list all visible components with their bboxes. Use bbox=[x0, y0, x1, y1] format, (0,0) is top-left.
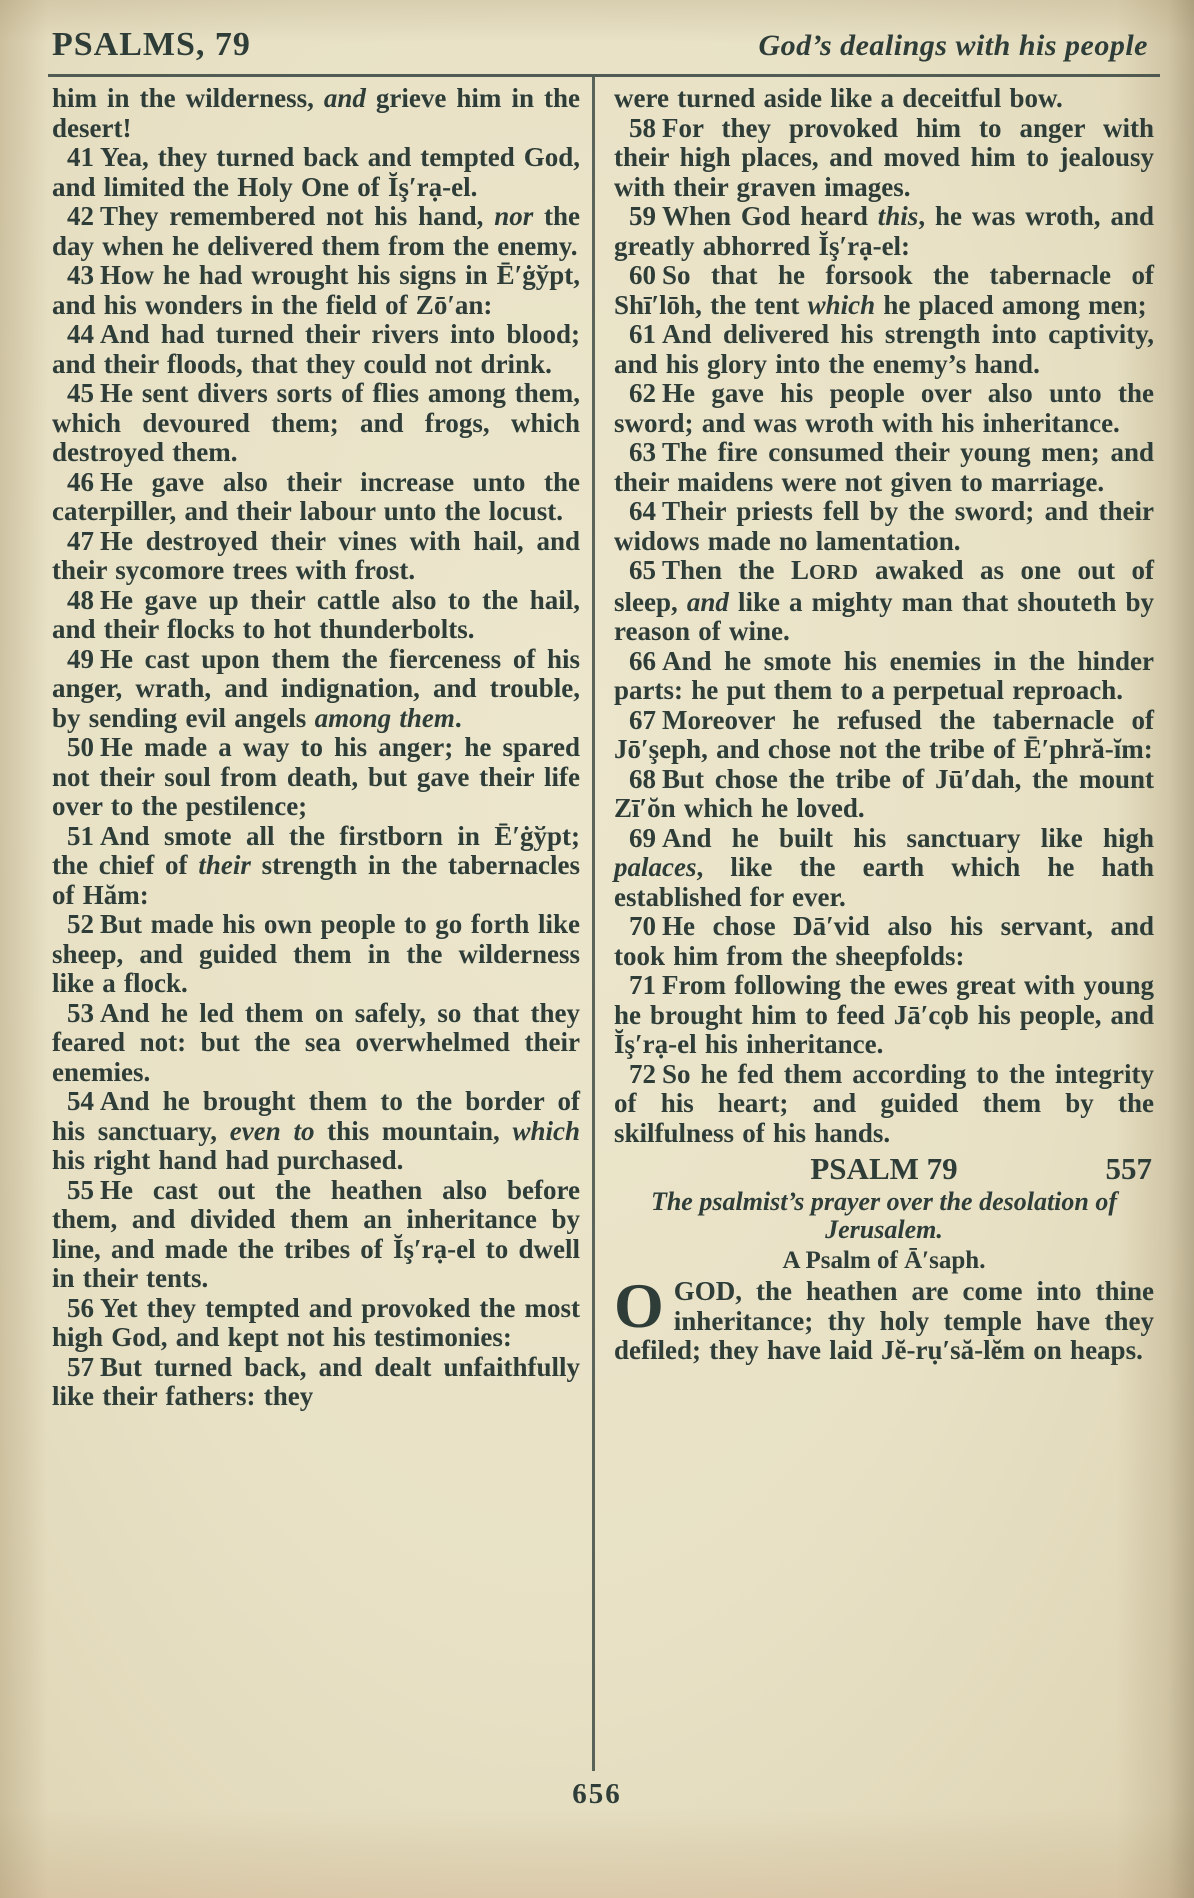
verse-number: 41 bbox=[67, 142, 94, 172]
verse-54: 54 And he brought them to the border of his sanctuary, even to this mountain, which his right hand had purchased. bbox=[52, 1086, 580, 1175]
verse-number: 66 bbox=[629, 645, 656, 676]
verse-number: 53 bbox=[67, 997, 94, 1028]
verse-46: 46 He gave also their increase unto the caterpiller, and their labour unto the locust. bbox=[52, 466, 580, 526]
verse-number: 65 bbox=[629, 555, 656, 585]
verse-number: 61 bbox=[629, 319, 656, 349]
psalm-79-page-ref: 557 bbox=[1105, 1151, 1152, 1186]
verse-number: 44 bbox=[67, 319, 94, 349]
verse-number: 70 bbox=[629, 911, 656, 941]
verse-42: 42 They remembered not his hand, nor the day when he delivered them from the enemy. bbox=[52, 201, 580, 261]
left-column bbox=[52, 84, 580, 1808]
drop-cap: O bbox=[614, 1270, 664, 1341]
verse-55: 55 He cast out the heathen also before them, and divided them an inheritance by line, and made the tribes of Ĭş′rạ-el to dwell in their tents. bbox=[52, 1174, 580, 1293]
verse-50: 50 He made a way to his anger; he spared not their soul from death, but gave their life over to the pestilence; bbox=[52, 732, 580, 821]
verse-number: 72 bbox=[629, 1058, 656, 1089]
psalm-79-heading-row bbox=[614, 1152, 1154, 1186]
page-number: 656 bbox=[572, 1778, 622, 1810]
verse-number: 55 bbox=[67, 1174, 94, 1205]
verse-43: 43 How he had wrought his signs in Ē′ġўpt, and his wonders in the field of Zō′an: bbox=[52, 260, 580, 320]
verse-41: 41 Yea, they turned back and tempted God, and limited the Holy One of Ĭş′rạ-el. bbox=[52, 142, 580, 202]
verse-number: 47 bbox=[67, 525, 94, 556]
verse-66: 66 And he smote his enemies in the hinder parts: he put them to a perpetual reproach. bbox=[614, 645, 1154, 705]
verse-number: 63 bbox=[629, 437, 656, 467]
verse-number: 69 bbox=[629, 822, 656, 853]
verse-61: 61 And delivered his strength into captivity, and his glory into the enemy’s hand. bbox=[614, 319, 1154, 379]
right-column bbox=[614, 84, 1154, 1808]
verse-number: 48 bbox=[67, 584, 94, 615]
verse-number: 60 bbox=[629, 260, 656, 290]
verse-number: 50 bbox=[67, 732, 94, 762]
verse-62: 62 He gave his people over also unto the sword; and was wroth with his inheritance. bbox=[614, 378, 1154, 438]
verse-47: 47 He destroyed their vines with hail, and their sycomore trees with frost. bbox=[52, 525, 580, 585]
verse-continuation: were turned aside like a deceitful bow. bbox=[614, 83, 1063, 113]
verse-51: 51 And smote all the firstborn in Ē′ġўpt; the chief of their strength in the tabernacles of Hăm: bbox=[52, 820, 580, 910]
verse-number: 45 bbox=[67, 378, 94, 408]
verse-70: 70 He chose Dā′vid also his servant, and took him from the sheepfolds: bbox=[614, 911, 1154, 971]
verse-number: 68 bbox=[629, 763, 656, 794]
verse-number: 62 bbox=[629, 378, 656, 408]
verse-69: 69 And he built his sanctuary like high palaces, like the earth which he hath established for ever. bbox=[614, 822, 1154, 912]
verse-68: 68 But chose the tribe of Jū′dah, the mount Zī′ŏn which he loved. bbox=[614, 763, 1154, 823]
verse-49: 49 He cast upon them the fierceness of his anger, wrath, and indignation, and trouble, by sending evil angels among them. bbox=[52, 643, 580, 733]
verse-58: 58 For they provoked him to anger with their high places, and moved him to jealousy with their graven images. bbox=[614, 112, 1154, 202]
verse-60: 60 So that he forsook the tabernacle of Shī′lōh, the tent which he placed among men; bbox=[614, 260, 1154, 320]
verse-64: 64 Their priests fell by the sword; and their widows made no lamentation. bbox=[614, 496, 1154, 556]
verse-number: 54 bbox=[67, 1086, 94, 1116]
verse-number: 59 bbox=[629, 201, 656, 231]
verse-number: 49 bbox=[67, 643, 94, 674]
verse-number: 43 bbox=[67, 260, 94, 290]
verse-65: 65 Then the LORD awaked as one out of sleep, and like a mighty man that shouteth by reason of wine. bbox=[614, 555, 1154, 646]
verse-44: 44 And had turned their rivers into blood; and their floods, that they could not drink. bbox=[52, 319, 580, 379]
psalm-79-heading: PSALM 79 bbox=[810, 1151, 958, 1186]
psalm-79-verse-1 bbox=[614, 1270, 1154, 1366]
verse-number: 67 bbox=[629, 704, 656, 735]
verse-71: 71 From following the ewes great with young he brought him to feed Jā′cọb his people, and Ĭş′rạ-el his inheritance. bbox=[614, 970, 1154, 1059]
running-head-title: PSALMS, 79 bbox=[52, 26, 251, 63]
right-column-verses bbox=[614, 84, 1154, 1148]
psalm-79-subtitle: The psalmist’s prayer over the desolation of Jerusalem. bbox=[650, 1187, 1118, 1244]
verse-continuation: him in the wilderness, and grieve him in the desert! bbox=[52, 83, 580, 143]
verse-52: 52 But made his own people to go forth like sheep, and guided them in the wilderness like a flock. bbox=[52, 909, 580, 998]
verse-number: 51 bbox=[67, 820, 94, 851]
verse-number: 46 bbox=[67, 466, 94, 497]
header-rule bbox=[48, 74, 1160, 77]
text-columns bbox=[52, 84, 1154, 1808]
verse-56: 56 Yet they tempted and provoked the most high God, and kept not his testimonies: bbox=[52, 1292, 580, 1352]
running-head-summary: God’s dealings with his people bbox=[758, 29, 1148, 62]
verse-1-text: GOD, the heathen are come into thine inheritance; thy holy temple have they defiled; they have laid Jĕ-rụ′să-lĕm on heaps. bbox=[614, 1276, 1154, 1365]
running-head bbox=[52, 26, 1148, 64]
verse-67: 67 Moreover he refused the tabernacle of Jō′şeph, and chose not the tribe of Ē′phră-ĭm: bbox=[614, 704, 1154, 764]
verse-57: 57 But turned back, and dealt unfaithfully like their fathers: they bbox=[52, 1351, 580, 1411]
verse-number: 56 bbox=[67, 1292, 94, 1323]
verse-53: 53 And he led them on safely, so that they feared not: but the sea overwhelmed their enemies. bbox=[52, 997, 580, 1087]
verse-number: 52 bbox=[67, 909, 94, 939]
verse-number: 42 bbox=[67, 201, 94, 231]
verse-72: 72 So he fed them according to the integrity of his heart; and guided them by the skilfulness of his hands. bbox=[614, 1058, 1154, 1148]
verse-number: 71 bbox=[629, 970, 656, 1000]
psalm-79-attribution: A Psalm of Ā′saph. bbox=[782, 1247, 986, 1274]
verse-number: 64 bbox=[629, 496, 656, 526]
verse-number: 58 bbox=[629, 112, 656, 143]
verse-48: 48 He gave up their cattle also to the hail, and their flocks to hot thunderbolts. bbox=[52, 584, 580, 644]
verse-63: 63 The fire consumed their young men; and their maidens were not given to marriage. bbox=[614, 437, 1154, 497]
verse-number: 57 bbox=[67, 1351, 94, 1382]
verse-59: 59 When God heard this, he was wroth, and greatly abhorred Ĭş′rạ-el: bbox=[614, 201, 1154, 261]
verse-45: 45 He sent divers sorts of flies among them, which devoured them; and frogs, which destroyed them. bbox=[52, 378, 580, 467]
